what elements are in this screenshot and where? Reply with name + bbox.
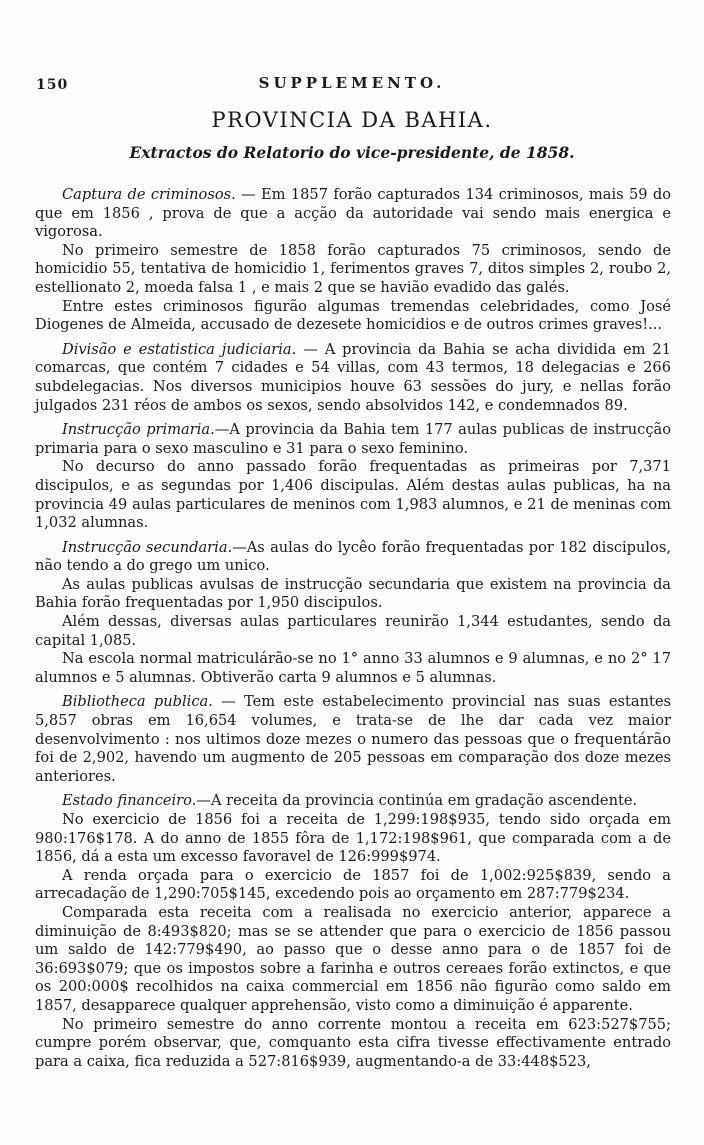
paragraph-text: — Em 1857 forão capturados 134 criminosos, mais 59 do que em 1856 , prova de que a acção da autoridade vai sendo mais energica e vigorosa. <box>35 186 671 241</box>
paragraph <box>35 613 671 650</box>
paragraph <box>35 298 671 335</box>
section-lead: Estado financeiro. <box>62 792 197 810</box>
section-lead: Instrucção secundaria. <box>62 538 233 556</box>
paragraph <box>35 186 671 242</box>
page-subtitle: Extractos do Relatorio do vice-presidente, de 1858. <box>129 143 575 162</box>
paragraph <box>35 458 671 532</box>
paragraph <box>35 539 671 576</box>
paragraph-text: No primeiro semestre de 1858 forão capturados 75 criminosos, sendo de homicidio 55, tentativa de homicidio 1, ferimentos graves 7, ditos simples 2, roubo 2, estellionato 2, moeda falsa 1 , e mais 2 que se havião evadido das galés. <box>35 241 671 296</box>
section-lead: Bibliotheca publica. <box>62 693 213 711</box>
paragraph <box>35 1016 671 1072</box>
paragraph-text: A renda orçada para o exercicio de 1857 foi de 1,002:925$839, sendo a arrecadação de 1,290:705$145, excedendo pois ao orçamento em 287:779$234. <box>35 866 671 903</box>
paragraph <box>35 792 671 811</box>
paragraph-text: No exercicio de 1856 foi a receita de 1,299:198$935, tendo sido orçada em 980:176$178. A do anno de 1855 fôra de 1,172:198$961, que comparada com a de 1856, dá a esta um excesso favoravel de 126:999$974. <box>35 811 671 866</box>
section-lead: Instrucção primaria. <box>62 421 215 439</box>
running-header: SUPPLEMENTO. <box>258 74 446 92</box>
page-title: PROVINCIA DA BAHIA. <box>211 108 493 132</box>
paragraph-text: Na escola normal matriculárão-se no 1° anno 33 alumnos e 9 alumnas, e no 2° 17 alumnos e 5 alumnas. Obtiverão carta 9 alumnos e 5 alumnas. <box>35 650 671 686</box>
paragraph-text: — Tem este estabelecimento provincial nas suas estantes 5,857 obras em 16,654 volumes, e trata-se de lhe dar cada vez maior desenvolvimento : nos ultimos doze mezes o numero das pessoas que o frequentárão foi de 2,902, havendo um augmento de 205 pessoas em comparação dos doze mezes anteriores. <box>35 693 672 785</box>
paragraph-text: As aulas publicas avulsas de instrucção secundaria que existem na provincia da Bahia forão frequentadas por 1,950 discipulos. <box>35 575 671 612</box>
paragraph-text: No primeiro semestre do anno corrente montou a receita em 623:527$755; cumpre porém observar, que, comquanto esta cifra tivesse effectivamente entrado para a caixa, fica reduzida a 527:816$939, augmentando-a de 33:448$523, <box>35 1015 671 1070</box>
document-body <box>35 180 671 1071</box>
paragraph-text: —A receita da provincia continúa em gradação ascendente. <box>196 792 638 810</box>
paragraph <box>35 421 671 458</box>
paragraph <box>35 576 671 613</box>
paragraph <box>35 341 671 415</box>
paragraph <box>35 867 671 904</box>
paragraph <box>35 811 671 867</box>
paragraph <box>35 242 671 298</box>
paragraph-text: No decurso do anno passado forão frequentadas as primeiras por 7,371 discipulos, e as segundas por 1,406 discipulas. Além destas aulas publicas, ha na provincia 49 aulas particulares de meninos com 1,983 alumnos, e 21 de meninas com 1,032 alumnas. <box>35 458 671 532</box>
paragraph-text: — A provincia da Bahia se acha dividida em 21 comarcas, que contém 7 cidades e 54 villas, com 43 termos, 18 delegacias e 266 subdelegacias. Nos diversos municipios houve 63 sessões do jury, e nellas forão julgados 231 réos de ambos os sexos, sendo absolvidos 142, e condemnados 89. <box>35 340 671 414</box>
paragraph-text: Comparada esta receita com a realisada no exercicio anterior, apparece a diminuição de 8:493$820; mas se se attender que para o exercicio de 1856 passou um saldo de 142:779$490, ao passo que o desse anno para o de 1857 foi de 36:693$079; que os impostos sobre a farinha e outros cereaes forão extinctos, e que os 200:000$ recolhidos na caixa commercial em 1856 não figurão como saldo em 1857, desapparece qualquer apprehensão, visto como a diminuição é apparente. <box>35 903 671 1014</box>
paragraph <box>35 650 671 687</box>
paragraph-text: Além dessas, diversas aulas particulares reunirão 1,344 estudantes, sendo da capital 1,085. <box>35 613 671 649</box>
paragraph <box>35 904 671 1016</box>
paragraph-text: Entre estes criminosos figurão algumas tremendas celebridades, como José Diogenes de Almeida, accusado de dezesete homicidios e de outros crimes graves!... <box>35 297 671 334</box>
paragraph <box>35 693 671 786</box>
paragraph-text: —A provincia da Bahia tem 177 aulas publicas de instrucção primaria para o sexo masculino e 31 para o sexo feminino. <box>35 421 671 457</box>
paragraph-text: —As aulas do lycêo forão frequentadas por 182 discipulos, não tendo a do grego um unico. <box>35 538 671 575</box>
page-number: 150 <box>36 77 69 93</box>
section-lead: Divisão e estatistica judiciaria. <box>62 340 297 358</box>
section-lead: Captura de criminosos. <box>62 186 236 203</box>
